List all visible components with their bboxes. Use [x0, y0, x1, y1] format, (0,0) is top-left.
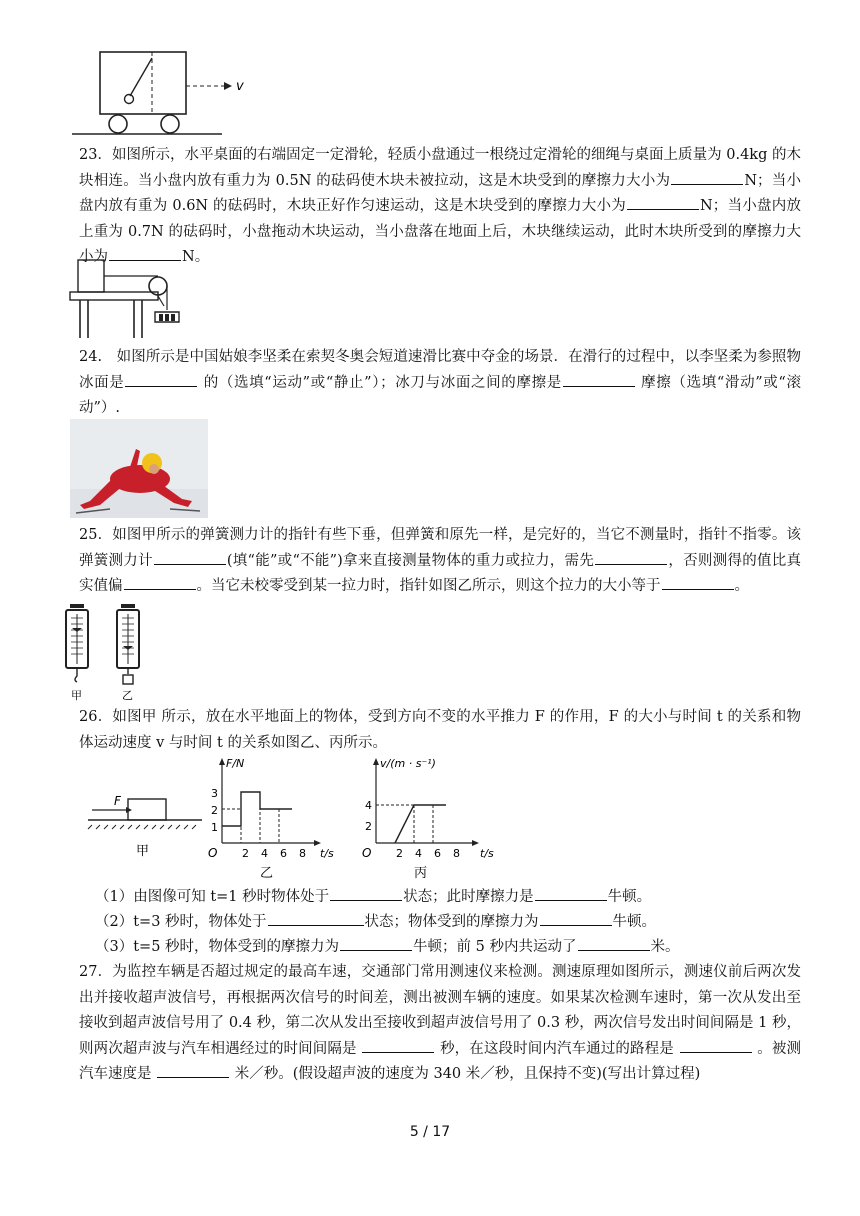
vt-tick-8: 8 [453, 847, 460, 860]
t-axis-label-2: t/s [480, 847, 494, 860]
table-pulley-figure [66, 254, 196, 340]
answer-blank[interactable] [340, 936, 412, 951]
question-26-sub2: （2）t=3 秒时，物体处于 状态；物体受到的摩擦力为 牛顿。 [95, 910, 795, 936]
answer-blank[interactable] [125, 372, 197, 387]
v-tick-2: 2 [365, 820, 372, 833]
answer-blank[interactable] [268, 911, 364, 926]
question-26-sub1: （1）由图像可知 t=1 秒时物体处于 状态；此时摩擦力是 牛顿。 [95, 885, 795, 911]
speed-skater-photo [70, 419, 208, 518]
t-tick-6: 6 [280, 847, 287, 860]
answer-blank[interactable] [627, 195, 699, 210]
question-26-sub3: （3）t=5 秒时，物体受到的摩擦力为 牛顿；前 5 秒内共运动了 米。 [95, 935, 795, 961]
t-tick-4: 4 [261, 847, 268, 860]
spring-scales-figure [62, 602, 152, 702]
t-tick-8: 8 [299, 847, 306, 860]
f-axis-label: F/N [226, 757, 245, 770]
label-bing: 丙 [414, 866, 428, 880]
origin-label: O [208, 846, 218, 860]
v-axis-label: v/(m · s⁻¹) [380, 757, 436, 770]
answer-blank[interactable] [563, 372, 635, 387]
spring-scale-jia [66, 604, 88, 702]
question-23: 23．如图所示，水平桌面的右端固定一定滑轮，轻质小盘通过一根绕过定滑轮的细绳与桌面上质量为 0.4kg 的木块相连。当小盘内放有重力为 0.5N 的砝码使木块未被拉动，这是木块受到的摩擦力大小为 N；当小盘内放有重为 0.6N 的砝码时，木块正好作匀速运动，这是木块受到的摩擦力大小为 N；当小盘内放上重为 0.7N 的砝码时，小盘拖动木块运动，当小盘落在地面上后，木块继续运动，此时木块所受到的摩擦力大小为 N。 [79, 147, 802, 265]
answer-blank[interactable] [578, 936, 650, 951]
answer-blank[interactable] [671, 170, 743, 185]
spring-scale-yi [117, 604, 139, 702]
question-26: 26．如图甲 所示，放在水平地面上的物体，受到方向不变的水平推力 F 的作用，F 的大小与时间 t 的关系和物体运动速度 v 与时间 t 的关系如图乙、丙所示。 [79, 709, 801, 751]
push-force-label: F [114, 794, 121, 808]
answer-blank[interactable] [535, 886, 607, 901]
f-tick-2: 2 [211, 804, 218, 817]
t-tick-2: 2 [242, 847, 249, 860]
cart-pendulum-figure [72, 44, 262, 140]
answer-blank[interactable] [680, 1038, 752, 1053]
page-number: 5 / 17 [409, 1124, 451, 1140]
question-25: 25．如图甲所示的弹簧测力计的指针有些下垂，但弹簧和原先一样，是完好的，当它不测量时，指针不指零。该弹簧测力计 (填“能”或“不能”)拿来直接测量物体的重力或拉力，需先 ，否则测得的值比真实值偏 。当它未校零受到某一拉力时，指针如图乙所示，则这个拉力的大小等于 。 [79, 527, 802, 594]
question-24: 24. 如图所示是中国姑娘李坚柔在索契冬奥会短道速滑比赛中夺金的场景．在滑行的过程中，以李坚柔为参照物冰面是 的（选填“运动”或“静止”）；冰刀与冰面之间的摩擦是 摩擦（选填“滑动”或“滚动”）. [79, 349, 801, 416]
label-jia: 甲 [71, 689, 82, 702]
vt-tick-2: 2 [396, 847, 403, 860]
answer-blank[interactable] [662, 575, 734, 590]
answer-blank[interactable] [124, 575, 196, 590]
answer-blank[interactable] [540, 911, 612, 926]
figure-jia [88, 794, 202, 859]
t-axis-label: t/s [320, 847, 334, 860]
force-velocity-graphs [84, 755, 504, 880]
label-yi: 乙 [260, 866, 274, 880]
answer-blank[interactable] [154, 550, 226, 565]
question-27: 27．为监控车辆是否超过规定的最高车速，交通部门常用测速仪来检测。测速原理如图所示，测速仪前后两次发出并接收超声波信号，再根据两次信号的时间差，测出被测车辆的速度。如果某次检测车速时，第一次从发出至接收到超声波信号用了 0.4 秒，第二次从发出至接收到超声波信号用了 0.3 秒，两次信号发出时间间隔是 1 秒，则两次超声波与汽车相遇经过的时间间隔是 秒，在这段时间内汽车通过的路程是 。被测汽车速度是 米／秒。(假设超声波的速度为 340 米／秒，且保持不变)(写出计算过程) [79, 964, 802, 1082]
f-tick-1: 1 [211, 821, 218, 834]
label-yi: 乙 [122, 689, 133, 702]
v-tick-4: 4 [365, 799, 372, 812]
figure-yi-force-time [208, 757, 334, 880]
answer-blank[interactable] [330, 886, 402, 901]
vt-tick-6: 6 [434, 847, 441, 860]
origin-label-2: O [362, 846, 372, 860]
label-jia: 甲 [136, 844, 150, 859]
answer-blank[interactable] [362, 1038, 434, 1053]
velocity-label: v [236, 79, 244, 94]
vt-tick-4: 4 [415, 847, 422, 860]
answer-blank[interactable] [595, 550, 667, 565]
figure-bing-velocity-time [362, 757, 494, 880]
f-tick-3: 3 [211, 787, 218, 800]
answer-blank[interactable] [157, 1063, 229, 1078]
